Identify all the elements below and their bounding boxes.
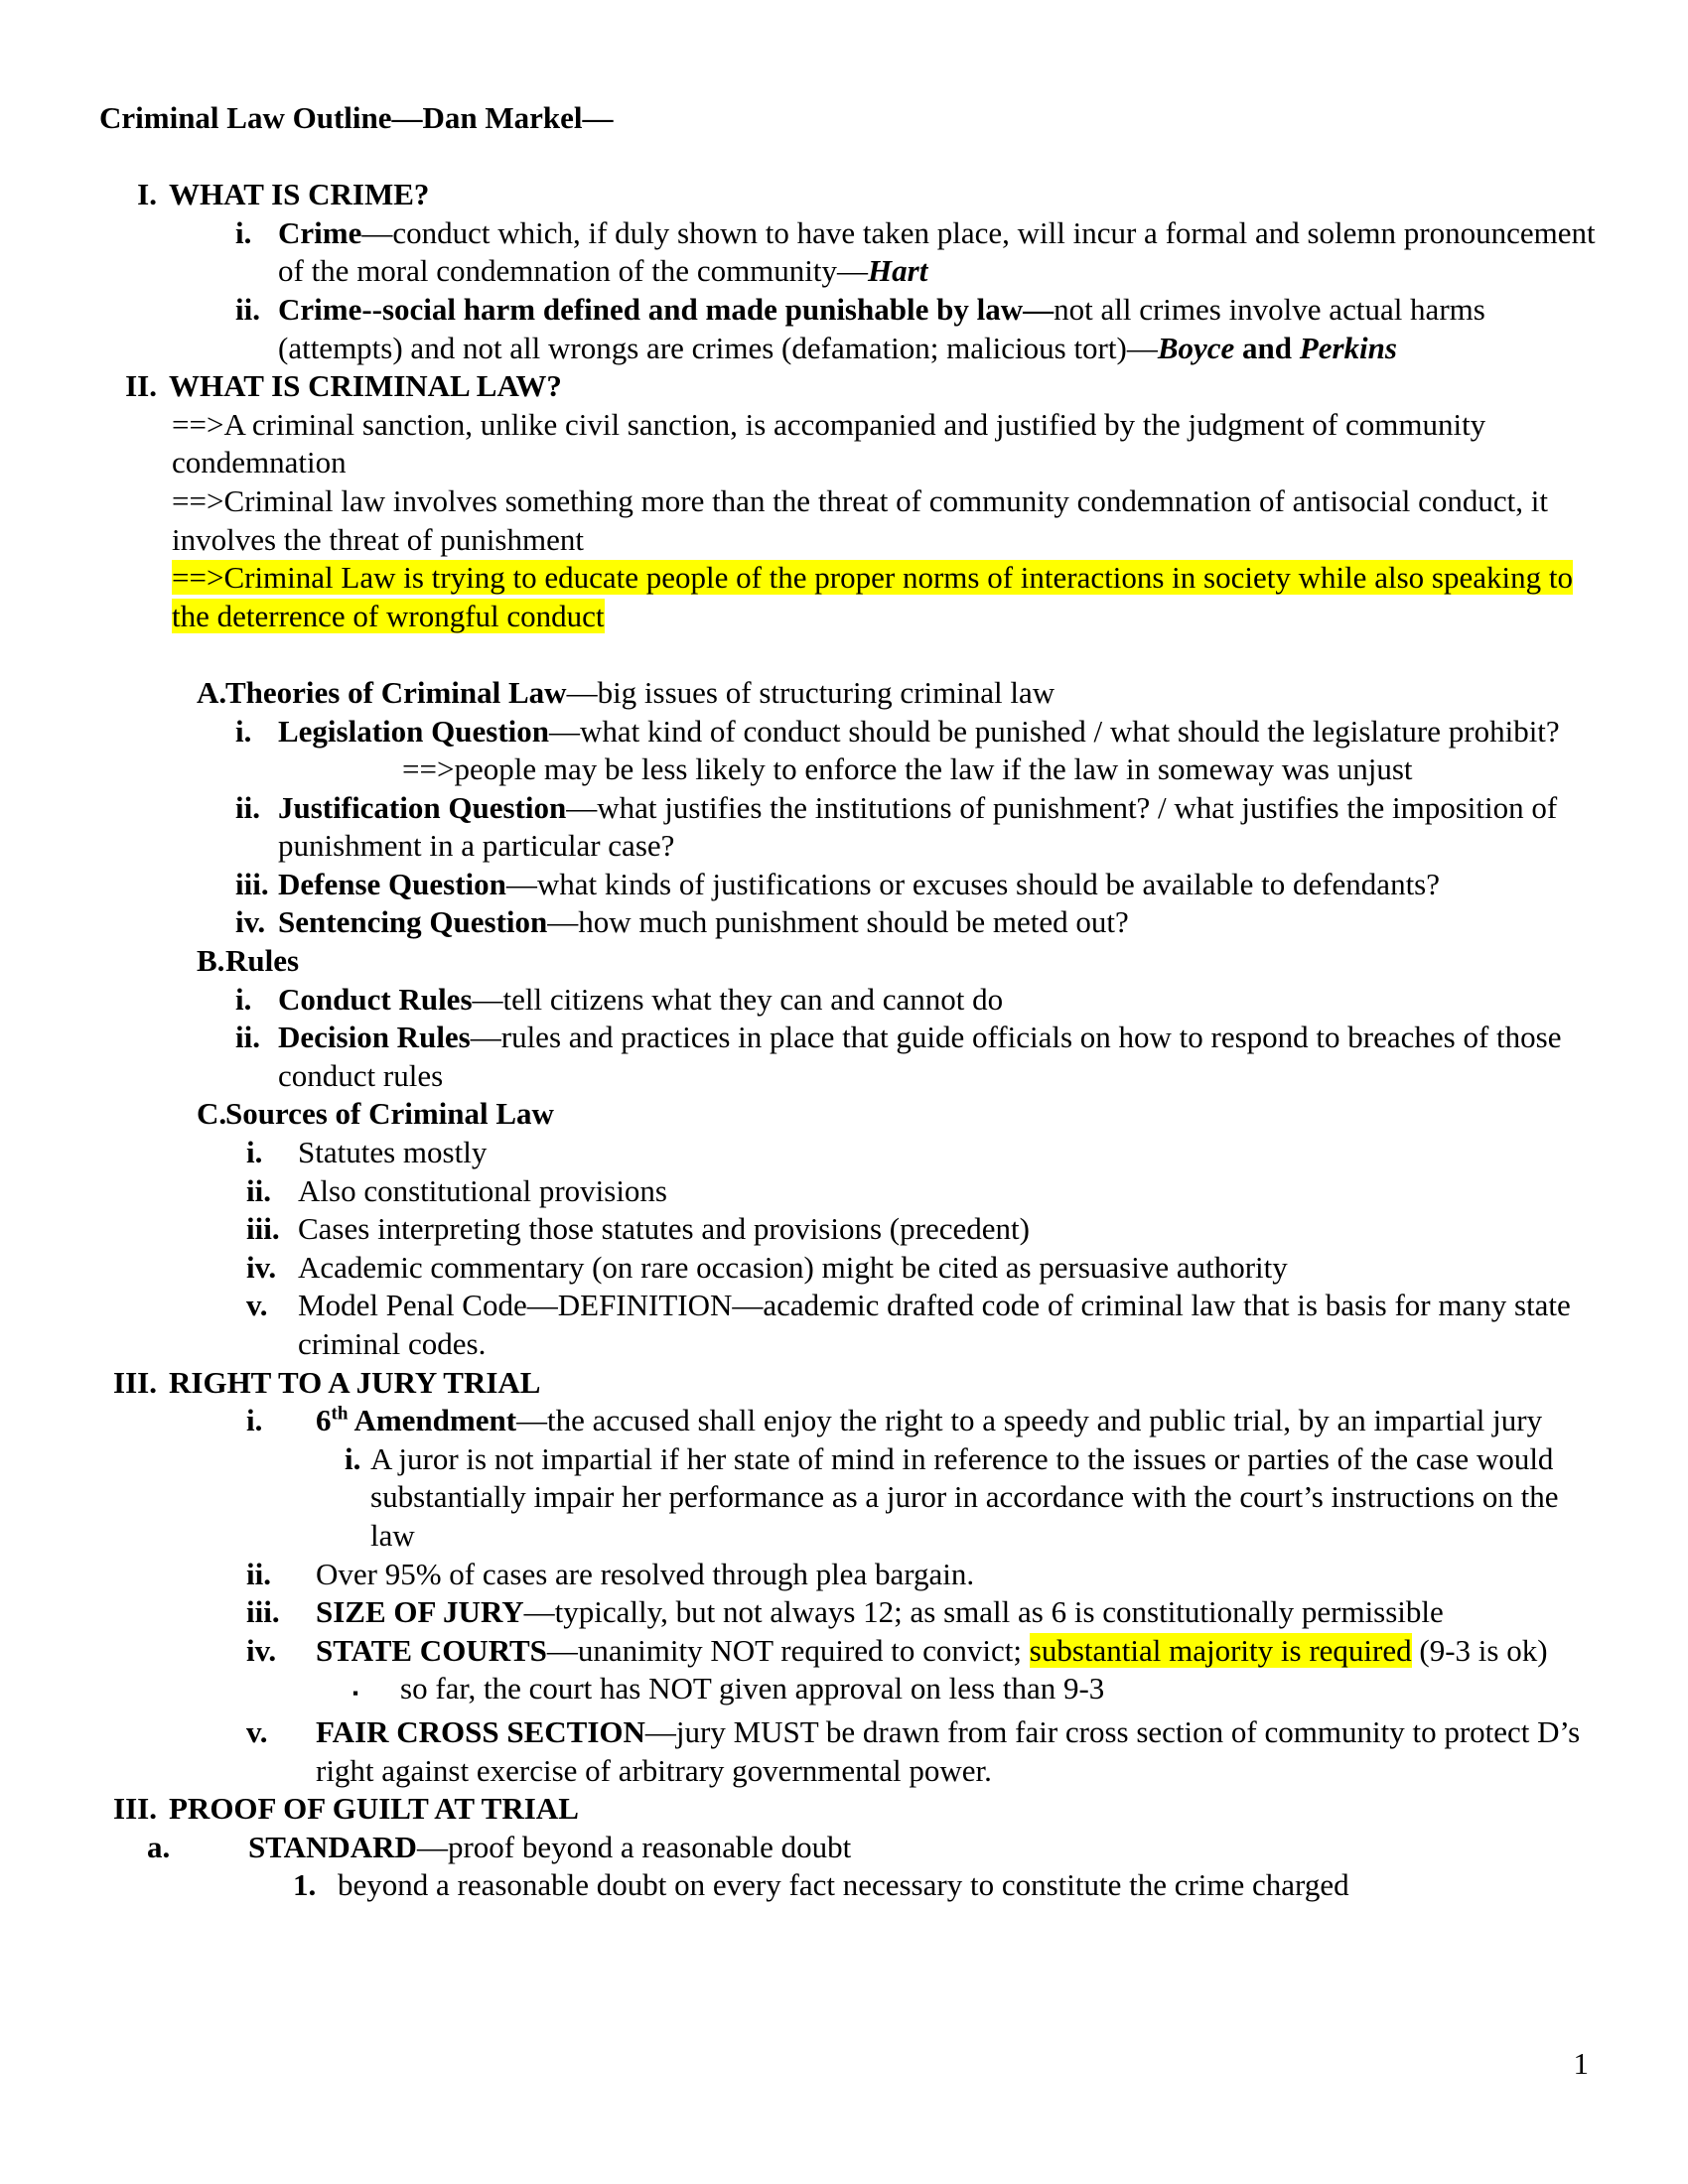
note-criminal-sanction bbox=[172, 406, 1609, 482]
item-marker: iii. bbox=[235, 866, 269, 901]
item-text bbox=[278, 214, 1609, 291]
note-threat-of-punishment bbox=[172, 482, 1609, 559]
item-reasonable-doubt-every-fact bbox=[293, 1866, 1609, 1905]
section-number: III. bbox=[113, 1364, 157, 1400]
item-text bbox=[316, 1402, 1609, 1440]
definition-text: —how much punishment should be meted out? bbox=[547, 904, 1129, 940]
term-legislation-question: Legislation Question bbox=[278, 713, 550, 749]
item-marker: i. bbox=[235, 214, 252, 250]
subsection-title: Rules bbox=[225, 943, 300, 979]
item-marker: v. bbox=[246, 1713, 268, 1749]
term-social-harm: Crime--social harm defined and made punishable by law— bbox=[278, 291, 1055, 327]
note-unjust-law bbox=[402, 751, 1609, 789]
term-defense-question: Defense Question bbox=[278, 866, 506, 901]
ordinal-superscript: th bbox=[331, 1403, 349, 1425]
term-fair-cross-section: FAIR CROSS SECTION bbox=[316, 1713, 645, 1749]
definition-text: —what kind of conduct should be punished / what should the legislature prohibit? bbox=[549, 713, 1560, 749]
item-size-of-jury bbox=[246, 1593, 1609, 1632]
item-legislation-question bbox=[235, 713, 1609, 751]
item-marker: ii. bbox=[246, 1556, 271, 1591]
highlighted-text: substantial majority is required bbox=[1029, 1632, 1412, 1668]
note-no-approval-below-9-3 bbox=[352, 1670, 1609, 1713]
term-decision-rules: Decision Rules bbox=[278, 1020, 471, 1055]
definition-text: —jury MUST be drawn from fair cross section of community to protect D’s right against exercise of arbitrary governmental power. bbox=[316, 1713, 1581, 1788]
section-heading-what-is-criminal-law bbox=[99, 367, 1609, 406]
section-number: III. bbox=[113, 1791, 157, 1827]
definition-text: —what justifies the institutions of punishment? / what justifies the imposition of punishment in a particular case? bbox=[278, 789, 1558, 864]
item-text bbox=[316, 1632, 1609, 1671]
item-cases-precedent bbox=[246, 1210, 1609, 1249]
item-defense-question bbox=[235, 866, 1609, 904]
item-sentencing-question bbox=[235, 903, 1609, 942]
section-number: I. bbox=[137, 177, 157, 212]
item-marker: v. bbox=[246, 1288, 268, 1323]
item-marker: iv. bbox=[235, 904, 266, 940]
section-heading-jury-trial bbox=[99, 1364, 1609, 1403]
subsection-desc: —big issues of structuring criminal law bbox=[566, 674, 1055, 710]
note-text: ==>Criminal law involves something more than the threat of community condemnation of antisocial conduct, it involves the threat of punishment bbox=[172, 482, 1549, 557]
definition-text: —conduct which, if duly shown to have taken place, will incur a formal and solemn pronouncement of the moral condemnation of the community— bbox=[278, 214, 1596, 289]
item-marker: i. bbox=[235, 981, 252, 1017]
item-marker: 1. bbox=[293, 1867, 317, 1903]
definition-text: —typically, but not always 12; as small as 6 is constitutionally permissible bbox=[523, 1594, 1444, 1630]
case-citation-boyce: Boyce bbox=[1157, 330, 1235, 365]
item-constitutional-provisions bbox=[246, 1172, 1609, 1211]
subsection-theories bbox=[197, 674, 1609, 713]
item-marker: a. bbox=[147, 1829, 171, 1864]
item-fair-cross-section bbox=[246, 1713, 1609, 1790]
item-justification-question bbox=[235, 789, 1609, 866]
definition-text: —proof beyond a reasonable doubt bbox=[416, 1829, 852, 1864]
document-title: Criminal Law Outline—Dan Markel— bbox=[99, 100, 614, 135]
conjunction: and bbox=[1234, 330, 1300, 365]
section-heading-proof-of-guilt bbox=[99, 1790, 1609, 1829]
section-number: II. bbox=[125, 368, 157, 404]
term-sentencing-question: Sentencing Question bbox=[278, 904, 548, 940]
item-statutes bbox=[246, 1134, 1609, 1172]
note-text: ==>A criminal sanction, unlike civil sanction, is accompanied and justified by the judgment of community condemnation bbox=[172, 406, 1486, 480]
item-marker: ii. bbox=[246, 1172, 271, 1208]
item-text bbox=[278, 866, 1609, 904]
item-marker: i. bbox=[246, 1135, 263, 1170]
item-crime-definition-boyce-perkins bbox=[235, 291, 1609, 367]
item-state-courts bbox=[246, 1632, 1609, 1671]
section-heading-what-is-crime bbox=[99, 176, 1609, 214]
term-standard: STANDARD bbox=[248, 1829, 417, 1864]
subsection-rules bbox=[197, 942, 1609, 981]
item-academic-commentary bbox=[246, 1249, 1609, 1288]
subsection-text bbox=[225, 674, 1609, 713]
subsection-letter: A. bbox=[197, 674, 227, 710]
item-text bbox=[278, 713, 1609, 751]
term-crime: Crime bbox=[278, 214, 362, 250]
item-decision-rules bbox=[235, 1019, 1609, 1095]
section-heading-text: WHAT IS CRIMINAL LAW? bbox=[169, 368, 562, 404]
subsection-letter: C. bbox=[197, 1096, 227, 1132]
item-text bbox=[278, 1019, 1609, 1095]
item-text: Over 95% of cases are resolved through plea bargain. bbox=[316, 1556, 975, 1591]
item-plea-bargain bbox=[246, 1556, 1609, 1594]
item-standard bbox=[147, 1829, 1609, 1867]
item-text bbox=[316, 1713, 1609, 1790]
item-text: beyond a reasonable doubt on every fact necessary to constitute the crime charged bbox=[338, 1867, 1349, 1903]
item-marker: i. bbox=[345, 1440, 361, 1476]
note-text: ==>people may be less likely to enforce the law if the law in someway was unjust bbox=[402, 751, 1413, 787]
item-marker: iv. bbox=[246, 1632, 277, 1668]
item-sixth-amendment bbox=[246, 1402, 1609, 1440]
subsection-sources bbox=[197, 1095, 1609, 1134]
item-text: Also constitutional provisions bbox=[298, 1172, 667, 1208]
subsection-letter: B. bbox=[197, 943, 225, 979]
highlighted-text: ==>Criminal Law is trying to educate people of the proper norms of interactions in society while also speaking to the deterrence of wrongful conduct bbox=[172, 560, 1573, 633]
item-text bbox=[248, 1829, 1609, 1867]
item-juror-impartiality bbox=[345, 1440, 1609, 1556]
item-marker: ii. bbox=[235, 1020, 260, 1055]
term-size-of-jury: SIZE OF JURY bbox=[316, 1594, 524, 1630]
item-text bbox=[316, 1593, 1609, 1632]
item-marker: iv. bbox=[246, 1249, 277, 1285]
item-text bbox=[278, 291, 1609, 367]
subsection-title: Sources of Criminal Law bbox=[225, 1096, 554, 1132]
definition-text: —unanimity NOT required to convict; bbox=[546, 1632, 1030, 1668]
item-crime-definition-hart bbox=[235, 214, 1609, 291]
section-heading-text: WHAT IS CRIME? bbox=[169, 177, 430, 212]
case-citation-perkins: Perkins bbox=[1299, 330, 1397, 365]
page-number: 1 bbox=[1573, 2046, 1589, 2081]
item-text: A juror is not impartial if her state of mind in reference to the issues or parties of the case would substantially impair her performance as a juror in accordance with the court’s instructions on the law bbox=[370, 1440, 1559, 1553]
item-text bbox=[278, 789, 1609, 866]
section-heading-text: PROOF OF GUILT AT TRIAL bbox=[169, 1791, 579, 1827]
definition-text: not all crimes involve actual harms (attempts) and not all wrongs are crimes (defamation; malicious tort)— bbox=[278, 291, 1485, 365]
note-educate-norms-highlighted bbox=[172, 559, 1609, 635]
item-text: Cases interpreting those statutes and provisions (precedent) bbox=[298, 1211, 1030, 1247]
definition-text: —the accused shall enjoy the right to a speedy and public trial, by an impartial jury bbox=[516, 1403, 1543, 1438]
definition-text: —what kinds of justifications or excuses should be available to defendants? bbox=[505, 866, 1441, 901]
term-amendment: Amendment bbox=[348, 1403, 517, 1438]
item-marker: iii. bbox=[246, 1594, 280, 1630]
case-citation-hart: Hart bbox=[868, 253, 928, 289]
amendment-number: 6 bbox=[316, 1403, 332, 1438]
item-text bbox=[278, 981, 1609, 1020]
item-text bbox=[278, 903, 1609, 942]
item-text: Model Penal Code—DEFINITION—academic drafted code of criminal law that is basis for many state criminal codes. bbox=[298, 1288, 1571, 1361]
item-conduct-rules bbox=[235, 981, 1609, 1020]
note-text: so far, the court has NOT given approval on less than 9-3 bbox=[400, 1671, 1105, 1706]
square-bullet-icon: ▪ bbox=[352, 1684, 359, 1704]
term-justification-question: Justification Question bbox=[278, 789, 567, 825]
item-marker: iii. bbox=[246, 1211, 280, 1247]
item-marker: ii. bbox=[235, 291, 260, 327]
subsection-title: Theories of Criminal Law bbox=[225, 674, 567, 710]
item-text: Academic commentary (on rare occasion) might be cited as persuasive authority bbox=[298, 1249, 1288, 1285]
term-conduct-rules: Conduct Rules bbox=[278, 981, 473, 1017]
term-state-courts: STATE COURTS bbox=[316, 1632, 547, 1668]
definition-text: —tell citizens what they can and cannot do bbox=[472, 981, 1004, 1017]
item-marker: i. bbox=[235, 713, 252, 749]
note-text bbox=[172, 559, 1609, 635]
section-heading-text: RIGHT TO A JURY TRIAL bbox=[169, 1364, 541, 1400]
definition-text: (9-3 is ok) bbox=[1411, 1632, 1548, 1668]
definition-text: —rules and practices in place that guide officials on how to respond to breaches of those conduct rules bbox=[278, 1020, 1562, 1093]
item-marker: i. bbox=[246, 1403, 263, 1438]
item-text: Statutes mostly bbox=[298, 1135, 488, 1170]
item-model-penal-code bbox=[246, 1287, 1609, 1363]
item-marker: ii. bbox=[235, 789, 260, 825]
